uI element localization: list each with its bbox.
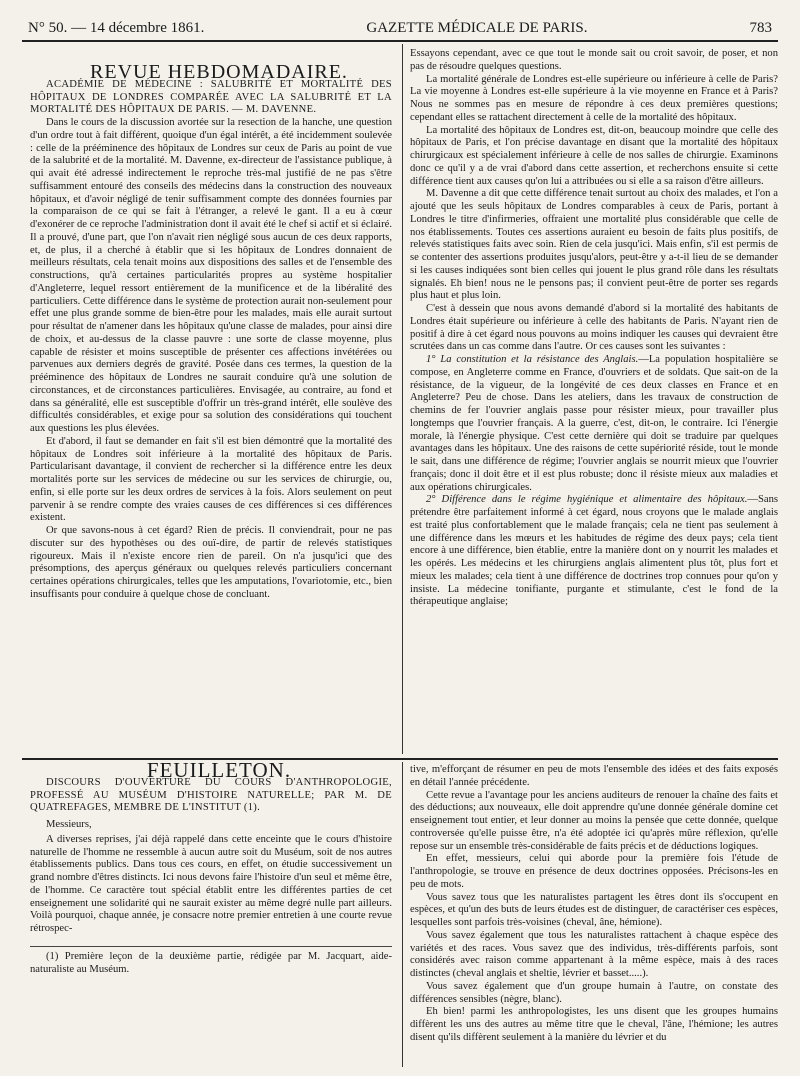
- point-1-text: —La population hospitalière se compose, en Angleterre comme en France, d'ouvriers et de soldats. Que sait-on de la résistance, de la vigueur, de la longévité de ces deux classes en France et en Angleterre? Peu de chose. Dans les ateliers, dans les travaux de construction de chemins de fer l'ouvrier anglais passe pour résister mieux, pour travailler plus longtemps que l'ouvrier français. A la guerre, c'est, dit-on, le contraire. Ici l'énergie morale, là l'énergie physique. C'est cette dernière qui doit se traduire par quelques avantages dans les hôpitaux. Une des raisons de cette supériorité réside, tout le monde le sait, dans une différence de régime; l'ouvrier anglais se nourrit mieux que l'ouvrier français; donc il doit être et il est plus robuste; donc il résiste mieux aux maladies et aux opérations chirurgicales.: [410, 354, 778, 493]
- feuilleton-subtitle: DISCOURS D'OUVERTURE DU COURS D'ANTHROPOLOGIE, PROFESSÉ AU MUSÉUM D'HISTOIRE NATURELLE; PAR M. DE QUATREFAGES, MEMBRE DE L'INSTITUT (1).: [30, 776, 392, 814]
- issue-date: N° 50. — 14 décembre 1861.: [28, 19, 205, 36]
- revue-point-2: [410, 494, 778, 609]
- revue-paragraph: La mortalité des hôpitaux de Londres est, dit-on, beaucoup moindre que celle des hôpitaux de Paris, et l'on précise davantage en disant que la mortalité des hôpitaux chirurgicaux est spécialement inférieure à celle de nos salles de chirurgie. Examinons donc ce qu'il y a de vrai d'abord dans cette assertion, et recherchons ensuite si cette différence tient aux causes qu'on lui a attribuées ou si elle a sa raison d'être ailleurs.: [410, 124, 778, 187]
- salutation: Messieurs,: [46, 819, 92, 830]
- journal-title: GAZETTE MÉDICALE DE PARIS.: [366, 19, 588, 36]
- revue-title: REVUE HEBDOMADAIRE.: [90, 61, 348, 83]
- footnote-block: [30, 946, 392, 977]
- feuilleton-paragraph: En effet, messieurs, celui qui aborde pour la première fois l'étude de l'anthropologie, se trouve en présence de deux doctrines opposées. Précisons-les en peu de mots.: [410, 853, 778, 890]
- revue-left-column: [30, 61, 392, 602]
- feuilleton-left-column: [30, 758, 392, 976]
- feuilleton-paragraph: A diverses reprises, j'ai déjà rappelé dans cette enceinte que le cours d'histoire naturelle de l'homme ne ressemble à aucun autre soit du Muséum, soit de nos autres établissements publics. Dans tous ces cours, en effet, on étudie successivement un grand nombre d'êtres distincts. Ici nous devons faire l'histoire d'un seul et même être, de l'homme. Ce caractère tout spécial établit entre les différentes parties de cet enseignement une solidarité qui ne saurait exister au même degré nulle part ailleurs. Voilà pourquoi, chaque année, je consacre notre premier entretien à une courte revue rétrospec-: [30, 833, 392, 934]
- feuilleton-paragraph: Vous savez également que tous les naturalistes rattachent à chaque espèce des variétés et des races. Vous savez que des individus, très-différents parfois, sont considérés avec raison comme appartenant à la même espèce, mais à des races distinctes (cheval anglais et sheltie, lévrier et basset.....).: [410, 929, 778, 979]
- feuilleton-right-column: [410, 764, 778, 1045]
- feuilleton-paragraph: Vous savez tous que les naturalistes partagent les êtres dont ils s'occupent en espèces, et qu'un des buts de leurs études est de distinguer, de caractériser ces espèces, lesquelles sont parfois très-voisines (cheval, âne, hémione).: [410, 891, 778, 928]
- column-divider-top: [402, 44, 403, 754]
- revue-paragraph: C'est à dessein que nous avons demandé d'abord si la mortalité des habitants de Londres était supérieure ou inférieure à celle des habitants de Paris. N'ayant rien de positif à dire à cet égard nous pouvons au moins indiquer les causes qui devraient être scrutées dans un cas comme dans l'autre. Or ces causes sont les suivantes :: [410, 303, 778, 353]
- column-divider-bottom: [402, 762, 403, 1067]
- revue-right-column: [410, 48, 778, 609]
- feuilleton-rule: [22, 758, 778, 760]
- revue-paragraph: Essayons cependant, avec ce que tout le monde sait ou croit savoir, de poser, et non pas de résoudre quelques questions.: [410, 48, 778, 72]
- header-rule: [22, 40, 778, 42]
- feuilleton-paragraph: Eh bien! parmi les anthropologistes, les uns disent que les groupes humains diffèrent les uns des autres au même titre que le cheval, l'âne, l'hémione; les autres disent qu'ils diffèrent seulement à la manière du lévrier et du: [410, 1006, 778, 1043]
- feuilleton-paragraph: Cette revue a l'avantage pour les anciens auditeurs de renouer la chaîne des faits et des déductions; aux nouveaux, elle doit apprendre qu'une donnée générale domine cet enseignement tout entier, et leur donner au moins la pensée que cette donnée, quelque controversée qu'elle puisse être, n'a été adoptée ici qu'après mûre réflexion, qu'elle repose sur un ensemble très-considérable de faits précis et de déductions logiques.: [410, 789, 778, 852]
- revue-paragraph: M. Davenne a dit que cette différence tenait surtout au choix des malades, et l'on a ajouté que les seuls hôpitaux de Londres comparables à ceux de Paris, portant à Londres le titre d'infirmeries, offraient une mortalité plus considérable que celle de nos établissements. Toutes ces assertions auraient eu besoin de faits plus positifs, de relevés statistiques faits avec soin. Rien de cela jusqu'ici. Mais enfin, s'il est permis de se contenter des assertions produites jusqu'alors, peut-être y a-t-il lieu de se demander si les causes indiquées sont bien celles qui jouent le plus grand rôle dans les résultats signalés. Eh bien! nous ne le pensons pas; il convient peut-être de porter ses regards plus haut et plus loin.: [410, 188, 778, 302]
- revue-subtitle: ACADÉMIE DE MÉDECINE : SALUBRITÉ ET MORTALITÉ DES HÔPITAUX DE LONDRES COMPARÉE AVEC LA SALUBRITÉ ET LA MORTALITÉ DES HÔPITAUX DE PARIS. — M. DAVENNE.: [30, 78, 392, 116]
- point-2-text: —Sans prétendre être parfaitement informé à cet égard, nous croyons que le malade anglais est traité plus confortablement que le malade français; cela ne tient pas seulement à une différence dans les mœurs et les habitudes de régime des deux pays; cela tient encore à une différence, bien établie, entre la manière dont on y nourrit les malades et les opérés. Les médecins et les chirurgiens anglais alimentent plus tôt, plus fort et mieux les malades; cela tient à une différence de doctrines trop connues pour qu'on y insiste. La médecine tonifiante, purgante et stimulante, c'est le fond de la thérapeutique anglaise;: [410, 494, 778, 608]
- feuilleton-paragraph: tive, m'efforçant de résumer en peu de mots l'ensemble des idées et des faits exposés en détail l'année précédente.: [410, 764, 778, 788]
- revue-paragraph: Et d'abord, il faut se demander en fait s'il est bien démontré que la mortalité des hôpitaux de Londres soit inférieure à la mortalité des hôpitaux de Paris. Particularisant davantage, il convient de rechercher si la différence entre les deux mortalités porte sur les services de médecine ou sur les services de chirurgie, ou, enfin, si elle porte sur les deux ordres de services à la fois. Alors seulement on peut parvenir à se rendre compte des vraies causes de ces différences si ces différences existent.: [30, 435, 392, 524]
- feuilleton-title: FEUILLETON.: [146, 758, 292, 782]
- revue-paragraph: La mortalité générale de Londres est-elle supérieure ou inférieure à celle de Paris? La vie moyenne à Londres est-elle supérieure à la vie moyenne en France et à Paris? Nous ne sommes pas en mesure de répondre à ces deux premières questions; cependant elles se rattachent directement à celle de la mortalité des hôpitaux.: [410, 73, 778, 123]
- feuilleton-paragraph: Vous savez également que d'un groupe humain à l'autre, on constate des différences sensibles (nègre, blanc).: [410, 980, 778, 1005]
- point-1-heading: 1° La constitution et la résistance des Anglais.: [426, 354, 639, 365]
- revue-point-1: [410, 354, 778, 494]
- footnote: (1) Première leçon de la deuxième partie, rédigée par M. Jacquart, aide-naturaliste au Muséum.: [30, 950, 392, 975]
- page-number: 783: [749, 19, 772, 36]
- revue-paragraph: Or que savons-nous à cet égard? Rien de précis. Il conviendrait, pour ne pas discuter sur des hypothèses ou des ouï-dire, de partir de relevés statistiques rigoureux. Mais il n'existe encore rien de pareil. On n'a jusqu'ici que des présomptions, des aperçus généraux ou quelques relevés particuliers concernant certaines opérations chirurgicales, telles que les amputations, l'ovariotomie, etc., bien insuffisants pour conduire à quelque chose de concluant.: [30, 525, 392, 600]
- page-header: [28, 18, 772, 38]
- point-2-heading: 2° Différence dans le régime hygiénique et alimentaire des hôpitaux.: [426, 494, 748, 506]
- revue-paragraph: Dans le cours de la discussion avortée sur la resection de la hanche, une question d'un ordre tout à fait différent, quoique d'un égal intérêt, a été incidemment soulevée : celle de la prééminence des hôpitaux de Londres sur ceux de Paris au point de vue de la salubrité et de la mortalité. M. Davenne, ex-directeur de l'assistance publique, à qui avait été adressé indirectement le reproche très-mal justifié de ne pas s'être suffisamment entouré des conseils des médecins dans la construction des nouveaux hôpitaux, et d'avoir négligé de tenir suffisamment compte des données fournies par la comparaison de ce qui se fait à l'étranger, a relevé le gant. Il a eu à cœur d'exonérer de ce reproche l'administration dont il avait été le chef si actif et si éclairé. Il a prouvé, d'une part, que l'on n'avait rien négligé sous aucun de ces deux rapports, et, de plus, il a cherché à établir que si les hôpitaux de Londres donnaient de meilleurs résultats, cela tenait moins aux dispositions des salles et de l'ensemble des constructions, qu'à certaines particularités propres au système hospitalier d'Angleterre, lequel ressort entièrement de la munificence et de la libéralité des particuliers. Cette différence dans le système de protection aurait non-seulement pour effet une plus grande somme de bien-être pour les malades, mais elle aurait surtout pour résultat de n'amener dans les hôpitaux qu'une classe de malades, pour ainsi dire de choix, et au-dessus de la classe pauvre : une sorte de classe moyenne, plus capable de résister et moins susceptible de présenter ces affections invétérées ou parvenues aux derniers degrés de gravité. Posée dans ces termes, la question de la prééminence des hôpitaux de Londres ne saurait conduire qu'à une solution de circonstances, et de circonstances particulières. Envisagée, au contraire, au fond et dans sa généralité, elle est susceptible d'offrir un très-grand intérêt, elle soulève des difficultés considérables, et exige pour sa solution des considérations qui touchent aux questions les plus élevées.: [30, 117, 392, 434]
